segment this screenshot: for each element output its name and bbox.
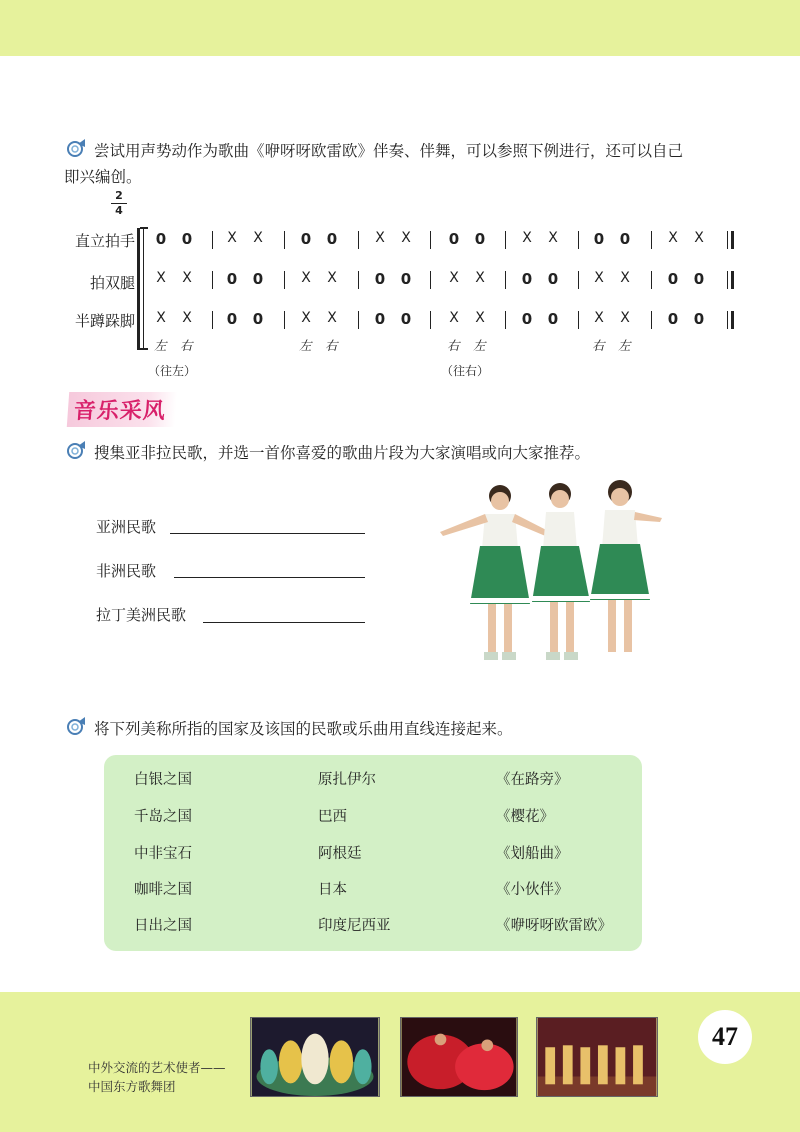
- section-title: 音乐采风: [67, 392, 177, 427]
- bar-line: [430, 271, 431, 289]
- rhythm-cell: 0: [400, 270, 412, 288]
- rhythm-cell: X: [253, 230, 263, 246]
- rhythm-cell: 0: [474, 230, 486, 248]
- bar-line: [212, 231, 213, 249]
- rhythm-cell: 0: [667, 270, 679, 288]
- rhythm-cell: 0: [521, 270, 533, 288]
- top-decor-band: [0, 0, 800, 56]
- end-barline-thin: [727, 271, 728, 289]
- nickname-item[interactable]: 日出之国: [134, 918, 192, 934]
- rhythm-cell: X: [156, 270, 166, 286]
- end-barline-thick: [731, 231, 734, 249]
- rhythm-cell: 0: [374, 270, 386, 288]
- rhythm-cell: 0: [619, 230, 631, 248]
- foot-mark: 右: [180, 338, 193, 353]
- answer-line-africa[interactable]: [174, 577, 365, 578]
- end-barline-thick: [731, 271, 734, 289]
- rhythm-cell: X: [156, 310, 166, 326]
- country-item[interactable]: 日本: [318, 882, 347, 898]
- bar-line: [284, 231, 285, 249]
- rhythm-cell: X: [182, 270, 192, 286]
- rhythm-cell: X: [475, 310, 485, 326]
- rhythm-cell: X: [620, 270, 630, 286]
- field-label-latin-america: 拉丁美洲民歌: [96, 606, 187, 624]
- exercise1-instruction-line1: 尝试用声势动作为歌曲《咿呀呀欧雷欧》伴奏、伴舞，可以参照下例进行，还可以自己: [94, 142, 684, 160]
- bar-line: [578, 271, 579, 289]
- rhythm-cell: X: [375, 230, 385, 246]
- rhythm-cell: 0: [181, 230, 193, 248]
- nickname-item[interactable]: 千岛之国: [134, 809, 192, 825]
- rhythm-cell: X: [694, 230, 704, 246]
- rhythm-cell: 0: [547, 310, 559, 328]
- score-bracket: [137, 228, 140, 350]
- field-label-asia: 亚洲民歌: [96, 518, 157, 536]
- country-item[interactable]: 巴西: [318, 809, 347, 825]
- rhythm-cell: X: [522, 230, 532, 246]
- bar-line: [358, 271, 359, 289]
- foot-mark: 左: [618, 338, 631, 353]
- bar-line: [651, 231, 652, 249]
- country-item[interactable]: 印度尼西亚: [318, 918, 391, 934]
- rhythm-cell: X: [475, 270, 485, 286]
- bar-line: [358, 231, 359, 249]
- rhythm-cell: 0: [547, 270, 559, 288]
- rhythm-cell: X: [548, 230, 558, 246]
- bar-line: [212, 271, 213, 289]
- rhythm-cell: X: [449, 270, 459, 286]
- rhythm-cell: 0: [693, 310, 705, 328]
- direction-right-label: （往右）: [441, 364, 490, 378]
- country-item[interactable]: 阿根廷: [318, 846, 362, 862]
- rhythm-cell: 0: [667, 310, 679, 328]
- row-label-stomp: 半蹲跺脚: [74, 312, 135, 330]
- exercise1-instruction-line2: 即兴编创。: [64, 168, 142, 186]
- rhythm-cell: 0: [252, 310, 264, 328]
- score-bracket-inner: [143, 228, 144, 350]
- rhythm-cell: X: [449, 310, 459, 326]
- rhythm-cell: 0: [593, 230, 605, 248]
- exercise2-instruction: 搜集亚非拉民歌，并选一首你喜爱的歌曲片段为大家演唱或向大家推荐。: [94, 444, 591, 462]
- rhythm-cell: X: [668, 230, 678, 246]
- time-signature-top: 2: [115, 189, 123, 202]
- bar-line: [505, 271, 506, 289]
- rhythm-cell: X: [301, 270, 311, 286]
- french-horn-icon: [64, 440, 86, 460]
- song-item[interactable]: 《樱花》: [496, 809, 554, 825]
- answer-line-latin-america[interactable]: [203, 622, 365, 623]
- bar-line: [212, 311, 213, 329]
- rhythm-cell: X: [594, 310, 604, 326]
- bar-line: [578, 311, 579, 329]
- foot-mark: 右: [447, 338, 460, 353]
- foot-mark: 左: [473, 338, 486, 353]
- rhythm-cell: 0: [521, 310, 533, 328]
- rhythm-cell: X: [227, 230, 237, 246]
- bracket-cap-top: [140, 227, 148, 229]
- song-item[interactable]: 《在路旁》: [496, 772, 569, 788]
- bar-line: [284, 311, 285, 329]
- song-item[interactable]: 《小伙伴》: [496, 882, 569, 898]
- foot-mark: 左: [154, 338, 167, 353]
- rhythm-cell: 0: [226, 270, 238, 288]
- rhythm-cell: 0: [400, 310, 412, 328]
- end-barline-thick: [731, 311, 734, 329]
- answer-line-asia[interactable]: [170, 533, 365, 534]
- foot-mark: 右: [325, 338, 338, 353]
- rhythm-cell: 0: [252, 270, 264, 288]
- dance-photo-3: [536, 1017, 658, 1097]
- time-signature-bottom: 4: [115, 204, 123, 217]
- bar-line: [505, 311, 506, 329]
- time-signature: [111, 190, 127, 217]
- french-horn-icon: [64, 138, 86, 158]
- direction-left-label: （往左）: [148, 364, 197, 378]
- nickname-item[interactable]: 中非宝石: [134, 846, 192, 862]
- bar-line: [430, 231, 431, 249]
- footer-caption-line2: 中国东方歌舞团: [88, 1079, 176, 1094]
- rhythm-cell: 0: [226, 310, 238, 328]
- dance-photo-1: [250, 1017, 380, 1097]
- rhythm-cell: 0: [326, 230, 338, 248]
- rhythm-cell: X: [301, 310, 311, 326]
- rhythm-cell: X: [327, 270, 337, 286]
- rhythm-cell: X: [620, 310, 630, 326]
- foot-mark: 右: [592, 338, 605, 353]
- french-horn-icon: [64, 716, 86, 736]
- rhythm-cell: 0: [300, 230, 312, 248]
- rhythm-cell: X: [182, 310, 192, 326]
- nickname-item[interactable]: 咖啡之国: [134, 882, 192, 898]
- dance-photo-2: [400, 1017, 518, 1097]
- end-barline-thin: [727, 231, 728, 249]
- rhythm-cell: 0: [448, 230, 460, 248]
- rhythm-cell: X: [594, 270, 604, 286]
- rhythm-cell: X: [401, 230, 411, 246]
- song-item[interactable]: 《咿呀呀欧雷欧》: [496, 918, 612, 934]
- rhythm-cell: 0: [374, 310, 386, 328]
- foot-mark: 左: [299, 338, 312, 353]
- bar-line: [578, 231, 579, 249]
- row-label-pat-legs: 拍双腿: [89, 274, 135, 292]
- bar-line: [284, 271, 285, 289]
- bar-line: [505, 231, 506, 249]
- end-barline-thin: [727, 311, 728, 329]
- bar-line: [358, 311, 359, 329]
- bracket-cap-bottom: [140, 348, 148, 350]
- rhythm-cell: 0: [693, 270, 705, 288]
- bar-line: [430, 311, 431, 329]
- rhythm-cell: X: [327, 310, 337, 326]
- singing-girls-photo: [440, 474, 670, 669]
- bar-line: [651, 311, 652, 329]
- exercise3-instruction: 将下列美称所指的国家及该国的民歌或乐曲用直线连接起来。: [94, 720, 513, 738]
- bar-line: [651, 271, 652, 289]
- rhythm-cell: 0: [155, 230, 167, 248]
- field-label-africa: 非洲民歌: [96, 562, 157, 580]
- song-item[interactable]: 《划船曲》: [496, 846, 569, 862]
- nickname-item[interactable]: 白银之国: [134, 772, 192, 788]
- country-item[interactable]: 原扎伊尔: [318, 772, 376, 788]
- page-number: 47: [698, 1010, 752, 1064]
- footer-caption-line1: 中外交流的艺术使者——: [88, 1060, 226, 1075]
- row-label-clap: 直立拍手: [74, 232, 135, 250]
